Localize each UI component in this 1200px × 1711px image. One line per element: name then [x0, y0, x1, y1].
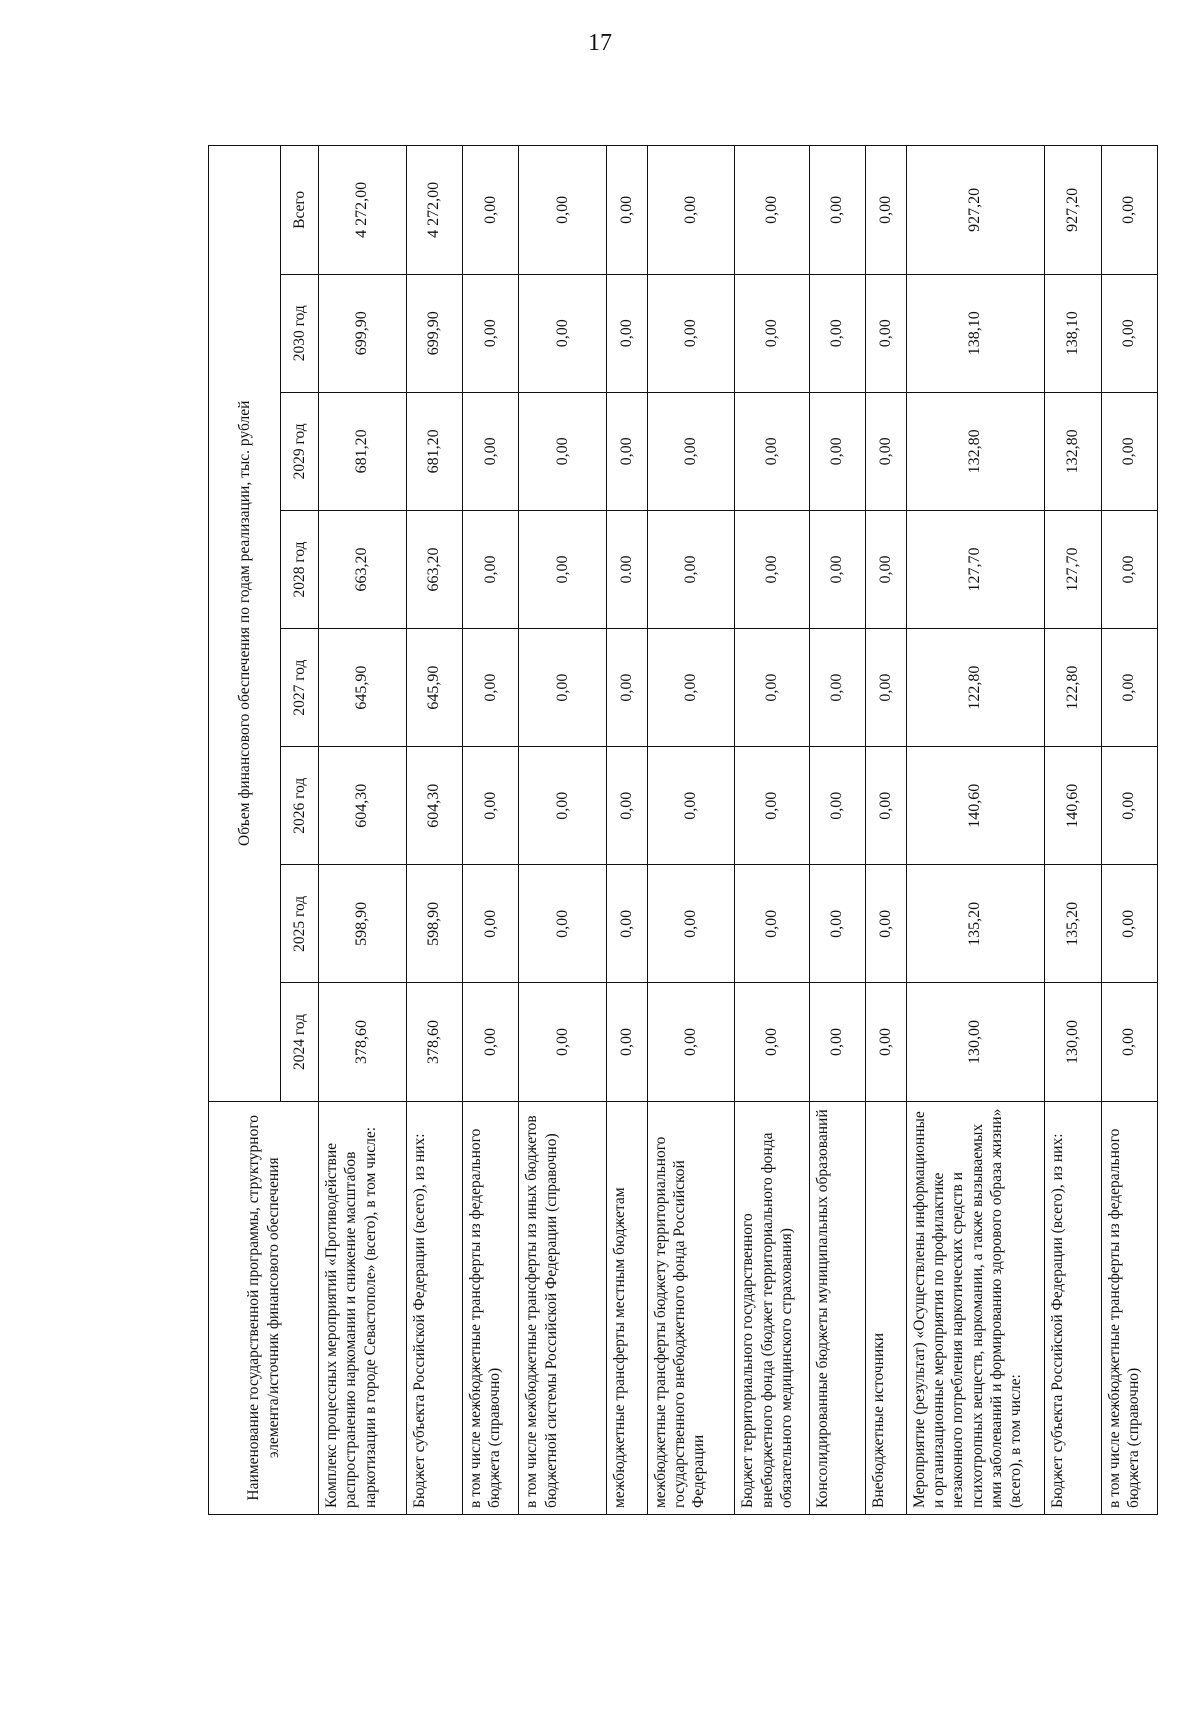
value-cell: 0,00	[519, 983, 607, 1101]
value-cell: 0,00	[647, 747, 735, 865]
value-cell: 598,90	[319, 865, 407, 983]
value-cell: 699,90	[319, 274, 407, 392]
value-cell: 0,00	[735, 146, 809, 275]
table-row	[906, 146, 1045, 1515]
value-cell: 130,00	[906, 983, 1045, 1101]
value-cell: 0,00	[463, 392, 519, 510]
table-body	[319, 146, 1158, 1515]
column-header: 2029 год	[281, 392, 319, 510]
value-cell: 4 272,00	[406, 146, 462, 275]
value-cell: 0,00	[809, 983, 865, 1101]
table-row	[735, 146, 809, 1515]
row-label: Бюджет территориального государственного внебюджетного фонда (бюджет территориального фонда обязательного медицинского страхования)	[735, 1101, 809, 1514]
row-label: Комплекс процессных мероприятий «Противодействие распространению наркомании и снижение масштабов наркотизации в городе Севастополе» (всего), в том числе:	[319, 1101, 407, 1514]
table-row	[519, 146, 607, 1515]
value-cell: 0,00	[607, 747, 648, 865]
row-label: Бюджет субъекта Российской Федерации (всего), из них:	[1045, 1101, 1101, 1514]
value-cell: 0,00	[647, 274, 735, 392]
value-cell: 0,00	[735, 274, 809, 392]
value-cell: 598,90	[406, 865, 462, 983]
value-cell: 122,80	[906, 629, 1045, 747]
value-cell: 0,00	[866, 747, 907, 865]
header-name: Наименование государственной программы, структурного элемента/источник финансового обеспечения	[209, 1101, 319, 1514]
value-cell: 127,70	[906, 510, 1045, 628]
value-cell: 0,00	[519, 146, 607, 275]
value-cell: 0,00	[866, 392, 907, 510]
value-cell: 0,00	[519, 629, 607, 747]
value-cell: 0,00	[463, 274, 519, 392]
column-header: 2025 год	[281, 865, 319, 983]
value-cell: 122,80	[1045, 629, 1101, 747]
row-label: в том числе межбюджетные трансферты из федерального бюджета (справочно)	[1101, 1101, 1157, 1514]
value-cell: 681,20	[319, 392, 407, 510]
value-cell: 127,70	[1045, 510, 1101, 628]
table-row	[607, 146, 648, 1515]
value-cell: 0,00	[866, 274, 907, 392]
value-cell: 0,00	[519, 274, 607, 392]
value-cell: 135,20	[906, 865, 1045, 983]
value-cell: 0,00	[809, 510, 865, 628]
value-cell: 927,20	[906, 146, 1045, 275]
value-cell: 138,10	[906, 274, 1045, 392]
value-cell: 0,00	[1101, 392, 1157, 510]
value-cell: 0,00	[463, 146, 519, 275]
value-cell: 0,00	[1101, 274, 1157, 392]
row-label: Бюджет субъекта Российской Федерации (всего), из них:	[406, 1101, 462, 1514]
column-header: 2030 год	[281, 274, 319, 392]
column-header: 2026 год	[281, 747, 319, 865]
table-row	[463, 146, 519, 1515]
value-cell: 0,00	[866, 629, 907, 747]
row-label: в том числе межбюджетные трансферты из иных бюджетов бюджетной системы Российской Федерации (справочно)	[519, 1101, 607, 1514]
value-cell: 0,00	[647, 392, 735, 510]
value-cell: 0,00	[866, 510, 907, 628]
value-cell: 645,90	[406, 629, 462, 747]
value-cell: 663,20	[319, 510, 407, 628]
value-cell: 0,00	[866, 146, 907, 275]
value-cell: 0,00	[647, 983, 735, 1101]
value-cell: 0,00	[607, 146, 648, 275]
value-cell: 0,00	[735, 747, 809, 865]
value-cell: 0,00	[463, 983, 519, 1101]
value-cell: 0,00	[519, 510, 607, 628]
value-cell: 0,00	[809, 274, 865, 392]
row-label: в том числе межбюджетные трансферты из федерального бюджета (справочно)	[463, 1101, 519, 1514]
value-cell: 0,00	[1101, 510, 1157, 628]
column-header: Всего	[281, 146, 319, 275]
value-cell: 0,00	[866, 983, 907, 1101]
table-row	[809, 146, 865, 1515]
value-cell: 604,30	[319, 747, 407, 865]
value-cell: 132,80	[1045, 392, 1101, 510]
value-cell: 0,00	[607, 274, 648, 392]
rotated-table-wrapper	[208, 145, 1158, 1515]
value-cell: 378,60	[319, 983, 407, 1101]
value-cell: 0,00	[647, 629, 735, 747]
row-label: Мероприятие (результат) «Осуществлены информационные и организационные мероприятия по профилактике незаконного потребления наркотических средств и психотропных веществ, наркомании, а также вызываемых ими заболеваний и формированию здорового образа жизни» (всего), в том числе:	[906, 1101, 1045, 1514]
table-row	[319, 146, 407, 1515]
value-cell: 0,00	[809, 392, 865, 510]
value-cell: 0,00	[809, 629, 865, 747]
row-label: Консолидированные бюджеты муниципальных образований	[809, 1101, 865, 1514]
value-cell: 0,00	[735, 510, 809, 628]
value-cell: 0,00	[607, 983, 648, 1101]
value-cell: 0,00	[519, 747, 607, 865]
column-header: 2027 год	[281, 629, 319, 747]
header-volume: Объем финансового обеспечения по годам реализации, тыс. рублей	[209, 146, 281, 1102]
value-cell: 0,00	[647, 146, 735, 275]
value-cell: 0,00	[735, 865, 809, 983]
value-cell: 0,00	[1101, 983, 1157, 1101]
table-row	[1101, 146, 1157, 1515]
value-cell: 0,00	[647, 510, 735, 628]
value-cell: 0,00	[1101, 865, 1157, 983]
value-cell: 0,00	[519, 392, 607, 510]
value-cell: 0,00	[809, 865, 865, 983]
value-cell: 4 272,00	[319, 146, 407, 275]
value-cell: 0,00	[866, 865, 907, 983]
table-row	[647, 146, 735, 1515]
value-cell: 681,20	[406, 392, 462, 510]
value-cell: 0,00	[607, 629, 648, 747]
value-cell: 132,80	[906, 392, 1045, 510]
value-cell: 0,00	[463, 865, 519, 983]
value-cell: 604,30	[406, 747, 462, 865]
value-cell: 138,10	[1045, 274, 1101, 392]
page-number: 17	[588, 30, 612, 56]
value-cell: 378,60	[406, 983, 462, 1101]
row-label: межбюджетные трансферты бюджету территориального государственного внебюджетного фонда Российской Федерации	[647, 1101, 735, 1514]
value-cell: 927,20	[1045, 146, 1101, 275]
row-label: Внебюджетные источники	[866, 1101, 907, 1514]
value-cell: 0,00	[735, 392, 809, 510]
table-row	[406, 146, 462, 1515]
value-cell: 0,00	[463, 510, 519, 628]
value-cell: 699,90	[406, 274, 462, 392]
column-header: 2028 год	[281, 510, 319, 628]
value-cell: 0,00	[463, 747, 519, 865]
value-cell: 0,00	[809, 747, 865, 865]
value-cell: 0.00	[607, 510, 648, 628]
value-cell: 0,00	[519, 865, 607, 983]
row-label: межбюджетные трансферты местным бюджетам	[607, 1101, 648, 1514]
value-cell: 0,00	[607, 392, 648, 510]
value-cell: 140,60	[1045, 747, 1101, 865]
financing-table	[208, 145, 1158, 1515]
value-cell: 0,00	[735, 629, 809, 747]
value-cell: 0,00	[1101, 629, 1157, 747]
table-row	[866, 146, 907, 1515]
value-cell: 0,00	[463, 629, 519, 747]
value-cell: 0,00	[647, 865, 735, 983]
value-cell: 645,90	[319, 629, 407, 747]
value-cell: 663,20	[406, 510, 462, 628]
value-cell: 140,60	[906, 747, 1045, 865]
value-cell: 0,00	[1101, 146, 1157, 275]
value-cell: 130,00	[1045, 983, 1101, 1101]
value-cell: 0,00	[607, 865, 648, 983]
value-cell: 0,00	[809, 146, 865, 275]
column-header: 2024 год	[281, 983, 319, 1101]
value-cell: 0,00	[1101, 747, 1157, 865]
value-cell: 0,00	[735, 983, 809, 1101]
value-cell: 135,20	[1045, 865, 1101, 983]
table-row	[1045, 146, 1101, 1515]
